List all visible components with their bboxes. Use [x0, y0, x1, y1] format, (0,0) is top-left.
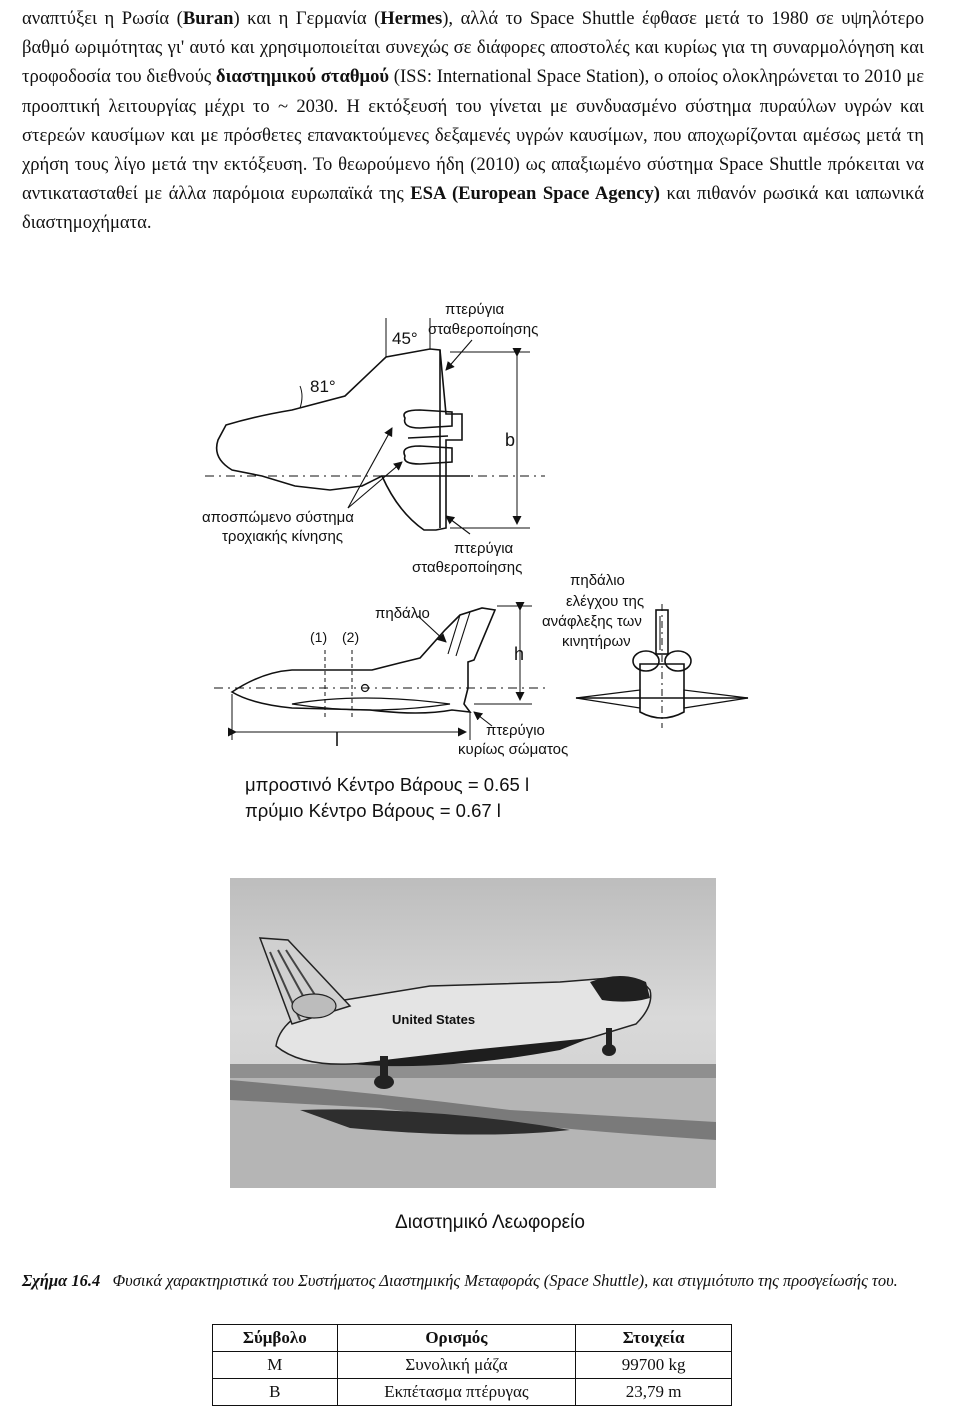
paragraph-text: ) και η Γερμανία ( — [233, 8, 381, 29]
label-height-h: h — [514, 644, 525, 664]
photo-caption: Διαστημικό Λεωφορείο — [395, 1212, 585, 1233]
cell-data: 23,79 m — [576, 1379, 732, 1406]
label-angle-45: 45° — [392, 329, 418, 348]
paragraph-text: (ISS: International Space Station), ο οποίος ολοκληρώνεται το 2010 με προοπτική λειτουργίας μέχρι το ~ 2030. Η εκτόξευσή του γίνεται με συνδυασμένο σύστημα πυραύλων υγρών και στερεών καυσίμων και με πρόσθετες επανακτούμενες δεξαμενές υγρών καυσίμων, που αποχωρίζονται αμέσως μετά τη χρήση τους λίγο μετά την εκτόξευση. Το θεωρούμενο ήδη (2010) ως απαξιωμένο σύστημα Space Shuttle πρόκειται να αντικατασταθεί με άλλα παρόμοια ευρωπαϊκά της — [22, 66, 924, 205]
label-length-l: l — [335, 730, 339, 750]
header-data: Στοιχεία — [576, 1325, 732, 1352]
label-position-2: (2) — [342, 629, 360, 645]
label-engine-rudder-line3: ανάφλεξης των — [542, 613, 642, 630]
label-engine-rudder-line4: κινητήρων — [562, 633, 631, 650]
label-oms-line2: τροχιακής κίνησης — [222, 528, 344, 545]
cell-data: 99700 kg — [576, 1352, 732, 1379]
top-view-outline — [217, 349, 470, 530]
paragraph-bold-hermes: Hermes — [380, 8, 443, 29]
table-row — [213, 1352, 732, 1379]
table-row — [213, 1379, 732, 1406]
cell-symbol: B — [213, 1379, 338, 1406]
paragraph-text: αναπτύξει η Ρωσία ( — [22, 8, 183, 29]
parameters-table — [212, 1324, 732, 1406]
side-view-outline — [232, 608, 495, 713]
figure-caption-text: Φυσικά χαρακτηριστικά του Συστήματος Διαστημικής Μεταφοράς (Space Shuttle), και στιγμιότυπο της προσγείωσής του. — [112, 1271, 898, 1290]
label-span-b: b — [505, 430, 516, 450]
label-engine-rudder-line2: ελέγχου της — [566, 593, 645, 610]
label-rudder: πηδάλιο — [375, 605, 430, 622]
oms-pod-upper — [404, 410, 452, 428]
table-header-row — [213, 1325, 732, 1352]
label-angle-81: 81° — [310, 377, 336, 396]
paragraph-bold-iss: διαστημικού σταθμού — [215, 66, 390, 88]
cg-rear-label: πρύμιο Κέντρο Βάρους = 0.67 l — [245, 800, 501, 821]
label-fin-top-line1: πτερύγια — [445, 301, 505, 318]
paragraph-bold-esa: ESA (European Space Agency) — [410, 183, 660, 205]
header-symbol: Σύμβολο — [213, 1325, 338, 1352]
cg-front-label: μπροστινό Κέντρο Βάρους = 0.65 l — [245, 774, 530, 795]
label-fin-top-line2: σταθεροποίησης — [428, 321, 539, 338]
label-oms-line1: αποσπώμενο σύστημα — [202, 509, 354, 526]
label-engine-rudder-line1: πηδάλιο — [570, 572, 625, 589]
figure-caption — [22, 1268, 942, 1294]
label-body-flap-line2: κυρίως σώματος — [458, 741, 569, 758]
figure-number: Σχήμα 16.4 — [22, 1271, 101, 1290]
label-fin-bottom-line2: σταθεροποίησης — [412, 559, 523, 576]
label-body-flap-line1: πτερύγιο — [486, 722, 545, 739]
cell-definition: Συνολική μάζα — [337, 1352, 576, 1379]
paragraph-text: και πιθανόν ρωσικά και ιαπωνικά διαστημοχήματα. — [22, 183, 924, 234]
cell-symbol: M — [213, 1352, 338, 1379]
oms-pod-lower — [404, 446, 452, 464]
label-position-1: (1) — [310, 629, 328, 645]
cell-definition: Εκπέτασμα πτέρυγας — [337, 1379, 576, 1406]
paragraph-text: ), αλλά το Space Shuttle έφθασε μετά το 1980 σε υψηλότερο βαθμό ωριμότητας γι' αυτό και χρησιμοποιείται συνεχώς σε διάφορες αποστολές και κυρίως για τη συναρμολόγηση και τροφοδοσία του διεθνούς — [22, 8, 924, 88]
shuttle-landing-photo — [230, 878, 716, 1188]
label-fin-bottom-line1: πτερύγια — [454, 540, 514, 557]
photo-hull-text: United States — [392, 1012, 476, 1027]
paragraph-bold-buran: Buran — [182, 8, 234, 29]
header-definition: Ορισμός — [337, 1325, 576, 1352]
